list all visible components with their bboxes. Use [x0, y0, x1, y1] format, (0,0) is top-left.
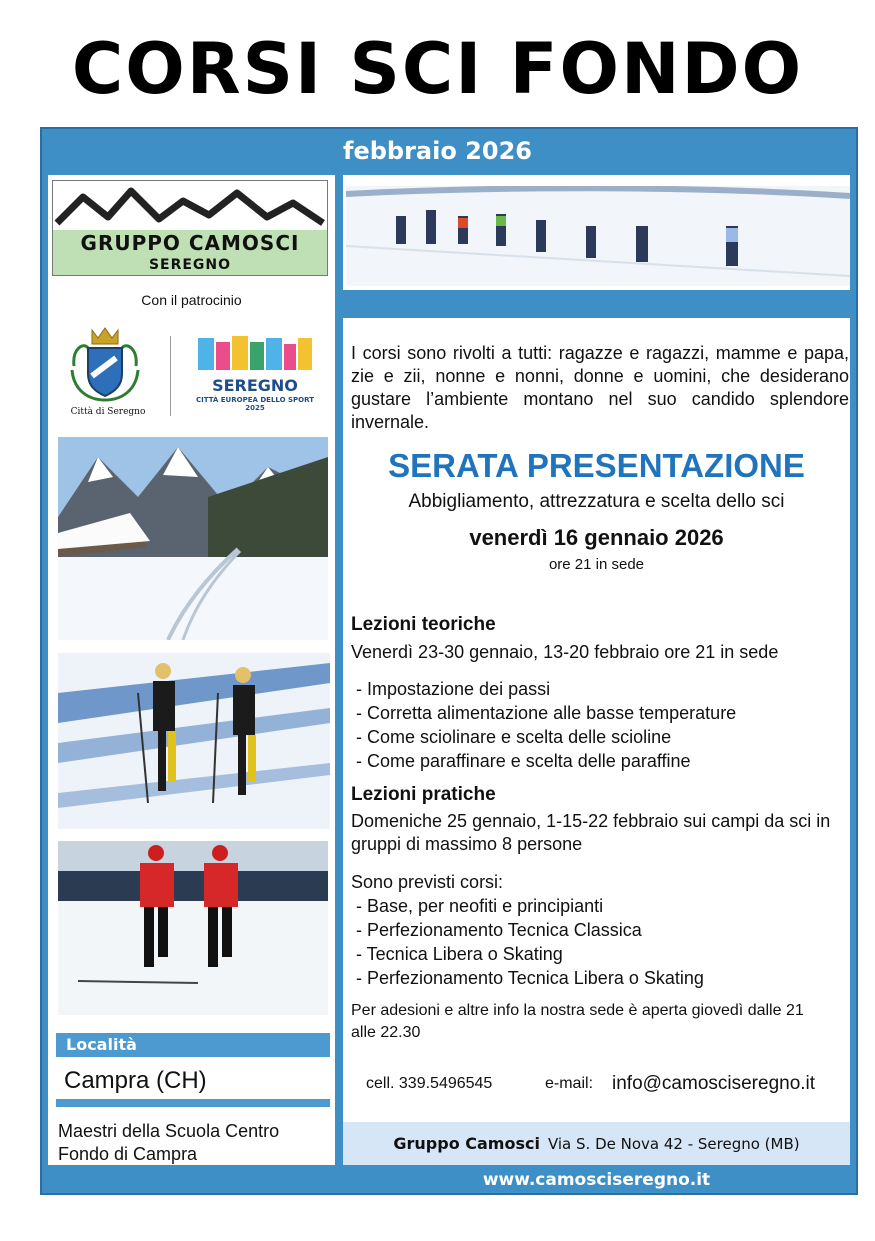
- list-item: - Perfezionamento Tecnica Classica: [356, 918, 704, 942]
- sport-city-subtitle: CITTÀ EUROPEA DELLO SPORT 2025: [196, 396, 314, 412]
- municipality-label: Città di Seregno: [70, 407, 146, 417]
- list-item: - Corretta alimentazione alle basse temperature: [356, 701, 736, 725]
- sport-city-name: SEREGNO: [212, 376, 298, 395]
- intro-text: I corsi sono rivolti a tutti: ragazze e ragazzi, mamme e papa, zie e zii, nonne e nonni, donne e uomini, che desiderano gustare l’ambiente montano nel suo candido splendore invernale.: [351, 343, 849, 432]
- classic-skiers-photo: [58, 653, 330, 829]
- patronage-label: Con il patrocinio: [141, 292, 242, 308]
- list-item: - Come paraffinare e scelta delle paraffine: [356, 749, 736, 773]
- footer-address-box: [343, 1122, 850, 1165]
- list-item: - Tecnica Libera o Skating: [356, 942, 704, 966]
- practice-dates: Domeniche 25 gennaio, 1-15-22 febbraio sui campi da sci in gruppi di massimo 8 persone: [351, 811, 831, 854]
- list-item: - Come sciolinare e scelta delle scioline: [356, 725, 736, 749]
- courses-list: [356, 894, 704, 990]
- footer-org: Gruppo Camosci: [393, 1134, 540, 1153]
- skiers-line-photo: [346, 186, 850, 286]
- divider: [170, 336, 171, 416]
- list-item: - Perfezionamento Tecnica Libera o Skating: [356, 966, 704, 990]
- email-label: e-mail:: [545, 1075, 594, 1092]
- page-title: CORSI SCI FONDO: [71, 28, 804, 110]
- sport-city-logo-icon: [196, 334, 314, 374]
- alpine-village-photo: [58, 437, 328, 640]
- theory-heading: Lezioni teoriche: [351, 614, 496, 635]
- location-label: Località: [56, 1033, 330, 1057]
- info-text: Per adesioni e altre info la nostra sede è aperta giovedì dalle 21 alle 22.30: [351, 1002, 804, 1041]
- mountains-icon: [53, 183, 327, 233]
- footer-address: Via S. De Nova 42 - Seregno (MB): [547, 1134, 800, 1153]
- skating-skiers-photo: [58, 841, 328, 1015]
- email-link[interactable]: info@camosciseregno.it: [612, 1073, 816, 1094]
- logo-name: GRUPPO CAMOSCI: [80, 231, 300, 255]
- practice-heading: Lezioni pratiche: [351, 784, 496, 805]
- gruppo-camosci-logo: [52, 180, 328, 276]
- theory-dates: Venerdì 23-30 gennaio, 13-20 febbraio ore 21 in sede: [351, 642, 779, 662]
- list-item: - Base, per neofiti e principianti: [356, 894, 704, 918]
- website-link[interactable]: www.camosciseregno.it: [482, 1170, 711, 1190]
- courses-intro: Sono previsti corsi:: [351, 872, 504, 892]
- phone-number: cell. 339.5496545: [366, 1075, 493, 1092]
- location-divider: [56, 1099, 330, 1107]
- crest-icon: [66, 326, 144, 406]
- presentation-date: venerdì 16 gennaio 2026: [469, 525, 724, 550]
- logo-city: SEREGNO: [148, 257, 232, 273]
- list-item: - Impostazione dei passi: [356, 677, 736, 701]
- month-banner: febbraio 2026: [343, 137, 532, 165]
- presentation-time: ore 21 in sede: [548, 556, 645, 573]
- presentation-title: SERATA PRESENTAZIONE: [388, 447, 805, 484]
- location-name: Campra (CH): [64, 1067, 207, 1094]
- instructors-text: Maestri della Scuola Centro Fondo di Campra: [58, 1121, 280, 1164]
- theory-list: [356, 677, 736, 773]
- right-header-bar: [343, 290, 850, 318]
- presentation-subtitle: Abbigliamento, attrezzatura e scelta dello sci: [408, 491, 785, 512]
